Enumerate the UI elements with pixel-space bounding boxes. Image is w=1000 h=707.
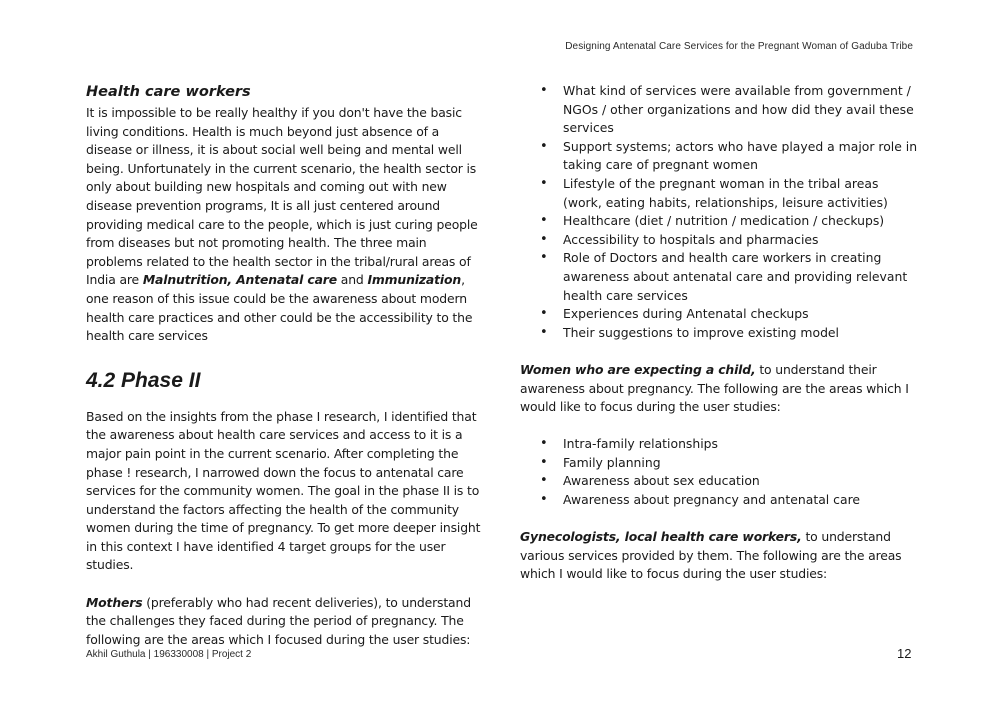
phase-paragraph: Based on the insights from the phase I research, I identified that the awareness about health care services and access to it is a major pain point in the current scenario. After completing the phase ! research, I narrowed down the focus to antenatal care services for the community women. The goal in the phase II is to understand the factors affecting the health of the community women during the time of pregnancy. To get more deeper insight in this context I have identified 4 target groups for the user studies. (86, 408, 481, 573)
mothers-lead: Mothers (86, 594, 143, 610)
list-item: • Experiences during Antenatal checkups (520, 305, 920, 324)
list-item: • Support systems; actors who have played a major role in taking care of pregnant women (520, 138, 920, 175)
expecting-text: to understand their awareness about pregnancy. The following are the areas which I would like to focus during the user studies: (520, 361, 909, 415)
list-item: • Their suggestions to improve existing model (520, 324, 920, 343)
list-item: • Intra-family relationships (520, 435, 920, 454)
mothers-focus-list (520, 82, 920, 342)
gynecologists-text: to understand various services provided by them. The following are the areas which I would like to focus during the user studies: (520, 529, 902, 582)
gynecologists-lead: Gynecologists, local health care workers, (520, 529, 802, 545)
gynecologists-paragraph (520, 528, 920, 584)
list-item: • Awareness about pregnancy and antenatal care (520, 491, 920, 510)
mothers-paragraph (86, 594, 481, 650)
health-text-2: and (337, 272, 368, 288)
page-number: 12 (897, 646, 912, 661)
list-item: • Role of Doctors and health care workers in creating awareness about antenatal care and providing relevant health care services (520, 249, 920, 305)
health-paragraph (86, 104, 481, 346)
spacer (86, 575, 481, 594)
expecting-lead: Women who are expecting a child, (520, 361, 756, 377)
spacer (520, 510, 920, 529)
left-column (86, 82, 481, 649)
footer-author-line: Akhil Guthula | 196330008 | Project 2 (86, 649, 252, 660)
spacer (520, 342, 920, 361)
list-item: • What kind of services were available from government / NGOs / other organizations and how did they avail these services (520, 82, 920, 138)
health-text-1: It is impossible to be really healthy if you don't have the basic living conditions. Health is much beyond just absence of a disease or illness, it is about social well being and mental well being. Unfortunately in the current scenario, the health sector is only about building new hospitals and coming out with new disease prevention programs, It is all just centered around providing medical care to the people, which is just curing people from diseases but not promoting health. The three main problems related to the health sector in the tribal/rural areas of India are (86, 105, 478, 288)
list-item: • Awareness about sex education (520, 472, 920, 491)
health-text-3: , one reason of this issue could be the awareness about modern health care practices and other could be the accessibility to the health care services (86, 272, 473, 344)
list-item: • Family planning (520, 454, 920, 473)
running-header: Designing Antenatal Care Services for the Pregnant Woman of Gaduba Tribe (565, 41, 913, 52)
health-emphasis-1: Malnutrition, Antenatal care (142, 272, 337, 288)
list-item: • Accessibility to hospitals and pharmacies (520, 231, 920, 250)
health-emphasis-2: Immunization (367, 272, 462, 288)
right-column (520, 82, 920, 584)
expecting-paragraph (520, 361, 920, 417)
section-heading-phase-2: 4.2 Phase II (86, 368, 201, 392)
spacer (520, 417, 920, 436)
subheading-health-care-workers: Health care workers (86, 84, 251, 100)
mothers-text: (preferably who had recent deliveries), to understand the challenges they faced during the period of pregnancy. The following are the areas which I focused during the user studies: (86, 594, 471, 647)
list-item: • Healthcare (diet / nutrition / medication / checkups) (520, 212, 920, 231)
expecting-focus-list (520, 435, 920, 509)
list-item: • Lifestyle of the pregnant woman in the tribal areas (work, eating habits, relationships, leisure activities) (520, 175, 920, 212)
